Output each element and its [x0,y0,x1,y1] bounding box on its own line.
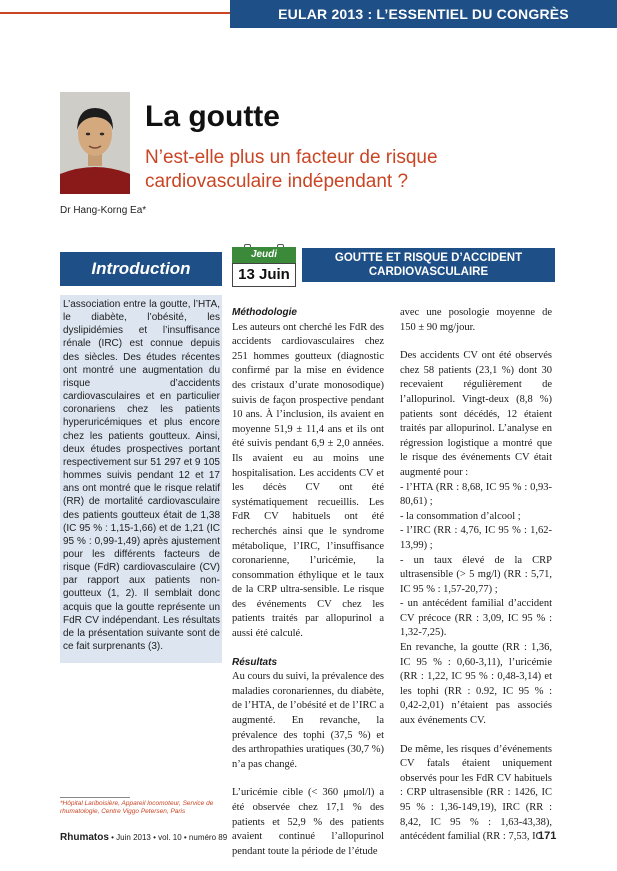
footnote-rule [60,797,130,798]
introduction-text: L’association entre la goutte, l’HTA, le diabète, l’obésité, les dyslipidémies et l’insuffisance rénale (IRC) est connue depuis des siècles. Des études récentes ont montré une augmentation du risque d’accidents cardiovasculaires et en particulier coronariens chez les patients hyperuricémiques et plus encore chez les patients goutteux. Ainsi, deux études prospectives portant respectivement sur 51 297 et 9 105 hommes suivis pendant 12 et 17 ans ont montré que le risque relatif (RR) de mortalité cardiovasculaire des patients goutteux était de 1,38 (IC 95 % : 1,15-1,66) et de 1,21 (IC 95 % : 0,99-1,49) après ajustement pour les différents facteurs de risque (FdR) cardiovasculaire (CV) par rapport aux patients non-goutteux (1, 2). Il semblait donc acquis que la goutte représente un FdR CV indépendant. Les résultats de la présentation suivante sont de ce fait surprenants (3). [63,299,220,653]
calendar-day: Jeudi [232,247,296,263]
affiliation-footnote: *Hôpital Lariboisière, Appareil locomoteur, Service de rhumatologie, Centre Viggo Petersen, Paris [60,800,214,815]
section-heading: GOUTTE ET RISQUE D’ACCIDENT CARDIOVASCULAIRE [302,248,555,282]
introduction-heading: Introduction [60,252,222,286]
calendar-icon [232,244,296,288]
column-left [232,306,384,859]
author-photo [60,92,130,194]
methodologie-heading: Méthodologie [232,307,297,318]
risk-list-item: - un antécédent familial d’accident CV précoce (RR : 3,09, IC 95 % : 1,32-7,25). [400,598,552,639]
risk-list-item: - la consommation d’alcool ; [400,510,521,522]
article-title: La goutte [145,100,280,133]
risk-list-item: - l’HTA (RR : 8,68, IC 95 % : 0,93-80,61) ; [400,481,552,508]
introduction-box [60,295,222,663]
congress-banner: EULAR 2013 : L’ESSENTIEL DU CONGRÈS [230,0,617,28]
risk-list-item: - l’IRC (RR : 4,76, IC 95 % : 1,62-13,99) ; [400,525,552,551]
risk-list-item: - un taux élevé de la CRP ultrasensible (> 5 mg/l) (RR : 5,71, IC 95 % : 1,57-20,77) ; [400,554,552,595]
calendar-date: 13 Juin [232,263,296,287]
author-name: Dr Hang-Korng Ea* [60,205,147,216]
right-paragraph-2: Des accidents CV ont été observés chez 58 patients (23,1 %) dont 30 recevaient régulièrement de l’allopurinol. Vingt-deux (8,8 %) patients sont décédés, 12 étaient traités par allopurinol. L’analyse en régression logistique a montré que le risque des événements CV était augmenté pour : [400,350,552,478]
right-paragraph-4: De même, les risques d’événements CV fatals étaient uniquement observés pour les FdR CV habituels : CRP ultrasensible (RR : 1426, IC 95 % : 1,36-149,19), IRC (RR : 8,42, IC 95 % : 1,63-43,38), antécédent familial (RR : 7,53, IC [400,743,552,843]
journal-issue: • Juin 2013 • vol. 10 • numéro 89 [111,833,228,842]
header-rule [0,12,230,14]
column-right [400,306,552,845]
article-subtitle: N’est-elle plus un facteur de risque cardiovasculaire indépendant ? [145,147,438,192]
methodologie-text: Les auteurs ont cherché les FdR des accidents cardiovasculaires chez 251 hommes goutteux (diagnostic confirmé par la mise en évidence des cristaux d’urate monosodique) suivis de façon prospective pendant 10 ans. À l’inclusion, ils avaient en moyenne 51,9 ± 11,4 ans et ils ont été suivis pendant 6,9 ± 2,0 années. Ils avaient eu au moins une hospitalisation. Les accidents CV et les décès CV ont été systématiquement recueillis. Les FdR CV habituels ont été recherchés ainsi que le syndrome métabolique, l’IRC, l’insuffisance coronarienne, l’uricémie, la consommation éthylique et le taux de la CRP ultra-sensible. Le risque des événements CV chez les patients traités par allopurinol a aussi été calculé. [232,321,384,640]
journal-name: Rhumatos [60,832,109,843]
resultats-text-2: L’uricémie cible (< 360 μmol/l) a été observée chez 17,1 % des patients et 52,9 % des patients avaient continué l’allopurinol pendant toute la période de l’étude [232,787,384,857]
right-paragraph-1: avec une posologie moyenne de 150 ± 90 mg/jour. [400,307,552,333]
resultats-heading: Résultats [232,656,278,668]
resultats-text-1: Au cours du suivi, la prévalence des maladies coronariennes, du diabète, de l’HTA, de l’obésité et de l’IRC a augmenté. En revanche, la prévalence des tophi (37,5 %) et des arthropathies uratiques (30,7 %) n’a pas changé. [232,671,384,770]
right-paragraph-3: En revanche, la goutte (RR : 1,36, IC 95 % : 0,60-3,11), l’uricémie (RR : 1,22, IC 95 % : 0,48-3,14) et les tophi (RR : 0.92, IC 95 % : 0,42-2,01) n’étaient pas associés aux événements CV. [400,642,552,727]
page-number: 171 [538,830,557,842]
journal-footer [60,832,227,843]
